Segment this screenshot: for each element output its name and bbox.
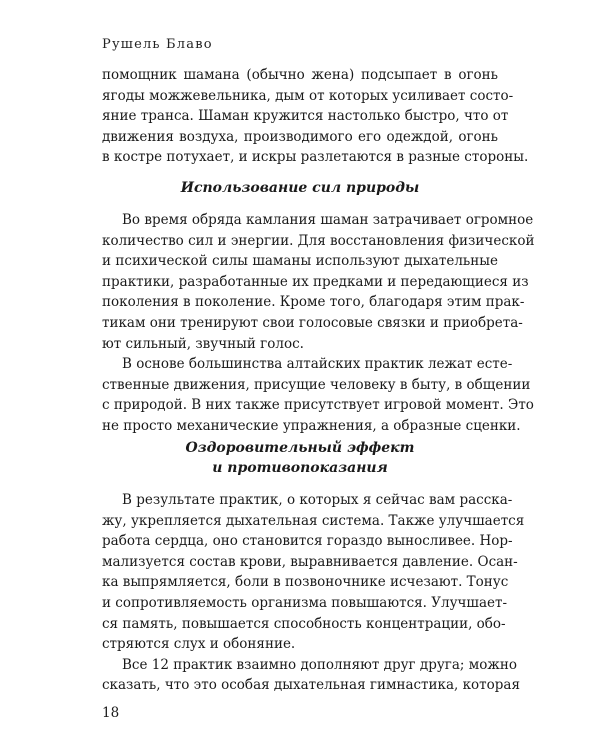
text-line: стряются слух и обоняние. — [102, 636, 296, 653]
text-line: жу, укрепляется дыхательная система. Также улучшается — [102, 512, 525, 529]
text-line: практики, разработанные их предками и передающиеся из — [102, 273, 529, 290]
text-line: ягоды можжевельника, дым от которых усиливает состо- — [102, 87, 514, 104]
text-line: ют сильный, звучный голос. — [102, 335, 304, 352]
text-block-2 — [102, 210, 535, 437]
section-heading-line: и противопоказания — [212, 460, 388, 476]
page-number: 18 — [102, 705, 120, 721]
text-line: тикам они тренируют свои голосовые связки и приобрета- — [102, 314, 523, 331]
text-block-3 — [102, 490, 525, 696]
text-line: Все 12 практик взаимно дополняют друг друга; можно — [122, 656, 517, 673]
text-line: В результате практик, о которых я сейчас вам расска- — [122, 492, 513, 508]
text-line: ка выпрямляется, боли в позвоночнике исчезают. Тонус — [102, 574, 509, 591]
text-block-1 — [102, 65, 529, 168]
text-line: ственные движения, присущие человеку в быту, в общении — [102, 376, 531, 393]
text-line: сказать, что это особая дыхательная гимнастика, которая — [102, 677, 520, 694]
text-line: помощник шамана (обычно жена) подсыпает в огонь — [102, 67, 498, 83]
text-line: движения воздуха, производимого его одеждой, огонь — [102, 128, 498, 145]
section-heading-text: Использование сил природы — [180, 180, 420, 196]
text-line: яние транса. Шаман кружится настолько быстро, что от — [102, 108, 509, 125]
text-line: В основе большинства алтайских практик лежат есте- — [122, 356, 513, 373]
text-line: с природой. В них также присутствует игровой момент. Это — [102, 397, 534, 414]
text-line: работа сердца, оно становится гораздо выносливее. Нор- — [102, 533, 513, 550]
running-head: Рушель Блаво — [102, 37, 213, 52]
text-line: ся память, повышается способность концентрации, обо- — [102, 615, 506, 632]
text-line: мализуется состав крови, выравнивается давление. Осан- — [102, 553, 518, 570]
text-line: и сопротивляемость организма повышаются. Улучшает- — [102, 594, 508, 611]
text-line: Во время обряда камлания шаман затрачивает огромное — [122, 212, 534, 228]
text-line: в костре потухает, и искры разлетаются в разные стороны. — [102, 149, 529, 166]
section-heading — [102, 438, 498, 478]
section-heading-line: Оздоровительный эффект — [185, 440, 415, 456]
text-line: поколения в поколение. Кроме того, благодаря этим прак- — [102, 294, 525, 311]
text-line: и психической силы шаманы используют дыхательные — [102, 253, 498, 270]
section-heading — [102, 178, 498, 198]
text-line: не просто механические упражнения, а образные сценки. — [102, 417, 521, 434]
text-line: количество сил и энергии. Для восстановления физической — [102, 232, 535, 249]
